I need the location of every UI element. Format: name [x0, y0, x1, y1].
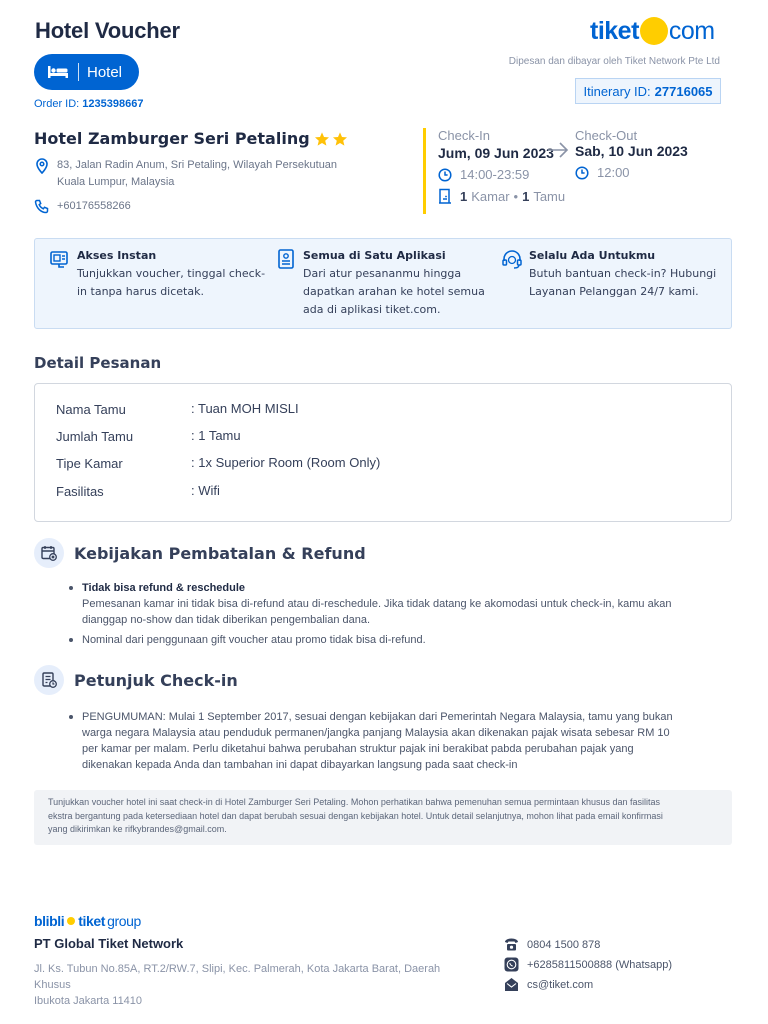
refund-policy-header	[34, 538, 366, 568]
stay-divider	[423, 128, 426, 214]
room-guest-summary	[438, 188, 565, 204]
phone-icon	[34, 199, 50, 215]
rooms-label: Kamar	[471, 188, 510, 204]
hotel-name-text: Hotel Zamburger Seri Petaling	[34, 129, 310, 148]
note-line: Tunjukkan voucher hotel ini saat check-in di Hotel Zamburger Seri Petaling. Mohon perhatikan bahwa pemenuhan semua permintaan khusus dan fasilitas	[48, 797, 661, 807]
detail-label: Jumlah Tamu	[56, 429, 134, 444]
checkin-time-value: 14:00-23:59	[460, 167, 530, 182]
bullet-separator: •	[513, 188, 519, 204]
detail-value: : Wifi	[191, 483, 220, 498]
app-document-icon	[275, 248, 297, 270]
refund-policy-list	[82, 580, 682, 652]
checkin-guide-text: per kamar per malam. Perlu diketahui bahwa perubahan struktur pajak ini berakibat pabda perubahan pajak yang	[82, 743, 634, 755]
contact-whatsapp-text: +6285811500888 (Whatsapp)	[527, 958, 673, 971]
feature-desc-line: Tunjukkan voucher, tinggal check-	[77, 267, 266, 280]
whatsapp-icon	[504, 957, 519, 972]
address-line-2: Kuala Lumpur, Malaysia	[57, 176, 175, 188]
hotel-phone-number: +60176558266	[57, 200, 131, 212]
note-line: ekstra bergantung pada ketersediaan hotel dan dapat berubah sesuai dengan kebijakan hotel. Untuk detail selanjutnya, mohon lihat pada email konfirmasi	[48, 810, 663, 821]
hotel-address	[34, 157, 364, 191]
issuer-text: Dipesan dan dibayar oleh Tiket Network Pte Ltd	[508, 56, 720, 67]
detail-value: : 1x Superior Room (Room Only)	[191, 455, 381, 470]
logo-text-right: com	[668, 16, 715, 45]
detail-label: Tipe Kamar	[56, 456, 123, 471]
hotel-category-pill	[34, 54, 139, 90]
checkout-label: Check-Out	[575, 128, 638, 143]
company-address-line: Ibukota Jakarta 11410	[34, 995, 143, 1007]
star-icon	[314, 131, 330, 147]
detail-value: : 1 Tamu	[191, 428, 241, 443]
checkin-guide-title: Petunjuk Check-in	[74, 670, 238, 690]
contact-phone-text: 0804 1500 878	[527, 938, 601, 951]
checkin-guide-header	[34, 665, 238, 695]
checkin-guide-text: dikenakan kepada Anda dan tambahan ini dapat dibayarkan langsung pada saat check-in	[82, 759, 518, 771]
order-id-label: Order ID:	[34, 98, 80, 110]
hotel-name	[34, 129, 348, 148]
checkin-label: Check-In	[438, 128, 491, 143]
checkin-document-icon	[34, 665, 64, 695]
checkin-date: Jum, 09 Jun 2023	[438, 145, 554, 161]
location-pin-icon	[34, 158, 50, 174]
group-logo-mid: tiket	[78, 913, 106, 929]
feature-instant-access	[49, 247, 265, 301]
logo-text-left: tiket	[590, 16, 639, 45]
page-title: Hotel Voucher	[35, 18, 180, 43]
telephone-icon	[504, 937, 519, 952]
bed-icon	[48, 64, 68, 80]
room-door-icon	[438, 188, 452, 204]
list-item	[82, 632, 682, 648]
checkin-guide-list	[82, 709, 692, 777]
logo-dot	[640, 17, 668, 45]
clock-icon	[575, 166, 589, 180]
feature-desc-line: Butuh bantuan check-in? Hubungi	[529, 267, 717, 280]
voucher-phone-icon	[49, 248, 71, 270]
feature-desc-line: Layanan Pelanggan 24/7 kami.	[529, 285, 699, 298]
list-item	[82, 580, 682, 628]
company-address	[34, 961, 474, 1009]
group-logo-left: blibli	[34, 913, 65, 929]
checkin-guide-text: warga negara Malaysia atau penduduk permanen/jangka panjang Malaysia akan dikenakan pajak wisata sebesar RM 10	[82, 727, 670, 739]
checkin-time	[438, 167, 529, 182]
refund-item-text: dianggap no-show dan tidak diberikan pengembalian dana.	[82, 614, 371, 626]
order-id	[34, 98, 143, 110]
contact-whatsapp	[504, 957, 672, 972]
detail-table	[34, 383, 732, 522]
refund-item-text: Nominal dari penggunaan gift voucher atau promo tidak bisa di-refund.	[82, 634, 426, 646]
checkout-time-value: 12:00	[597, 165, 630, 180]
pill-separator	[78, 63, 79, 81]
checkout-time	[575, 165, 630, 180]
tiket-logo	[590, 14, 725, 48]
feature-title: Selalu Ada Untukmu	[529, 249, 656, 262]
itinerary-id: 27716065	[654, 83, 713, 99]
guests-label: Tamu	[533, 188, 566, 204]
hotel-phone	[34, 198, 131, 215]
company-name: PT Global Tiket Network	[34, 936, 184, 951]
order-id-value: 1235398667	[82, 98, 144, 110]
detail-value: : Tuan MOH MISLI	[191, 401, 299, 416]
feature-support-24-7	[501, 247, 716, 301]
group-logo-right: group	[107, 913, 141, 929]
refund-item-text: Pemesanan kamar ini tidak bisa di-refund atau di-reschedule. Jika tidak datang ke akomodasi untuk check-in, kamu akan	[82, 598, 672, 610]
arrow-right-icon	[546, 140, 570, 160]
feature-desc-line: ada di aplikasi tiket.com.	[303, 303, 441, 316]
blibli-tiket-group-logo	[34, 913, 141, 929]
mail-icon	[504, 977, 519, 992]
address-line-1: 83, Jalan Radin Anum, Sri Petaling, Wilayah Persekutuan	[57, 159, 338, 171]
company-address-line: Jl. Ks. Tubun No.85A, RT.2/RW.7, Slipi, Kec. Palmerah, Kota Jakarta Barat, Daerah Khusus	[34, 963, 441, 991]
feature-title: Semua di Satu Aplikasi	[303, 249, 446, 262]
guests-count: 1	[522, 188, 530, 204]
itinerary-label: Itinerary ID:	[583, 83, 651, 99]
refund-item-title: Tidak bisa refund & reschedule	[82, 582, 246, 594]
calendar-cancel-icon	[34, 538, 64, 568]
headset-24-icon	[501, 248, 523, 270]
feature-desc-line: Dari atur pesananmu hingga	[303, 267, 462, 280]
detail-section-title: Detail Pesanan	[34, 354, 162, 372]
contact-phone	[504, 937, 600, 952]
star-icon	[332, 131, 348, 147]
feature-box	[34, 238, 732, 329]
feature-title: Akses Instan	[77, 249, 157, 262]
clock-icon	[438, 168, 452, 182]
itinerary-badge	[575, 78, 721, 104]
rooms-count: 1	[460, 188, 468, 204]
list-item	[82, 709, 692, 773]
note-line: yang dikirimkan ke rifkybrandes@gmail.com.	[48, 824, 227, 834]
feature-desc-line: in tanpa harus dicetak.	[77, 285, 204, 298]
checkin-guide-text: PENGUMUMAN: Mulai 1 September 2017, sesuai dengan kebijakan dari Pemerintah Negara Malaysia, tamu yang bukan	[82, 711, 673, 723]
detail-label: Nama Tamu	[56, 402, 126, 417]
feature-all-in-one-app	[275, 247, 485, 319]
voucher-note	[34, 790, 732, 845]
checkout-date: Sab, 10 Jun 2023	[575, 143, 688, 159]
detail-label: Fasilitas	[56, 484, 104, 499]
feature-desc-line: dapatkan arahan ke hotel semua	[303, 285, 485, 298]
refund-policy-title: Kebijakan Pembatalan & Refund	[74, 543, 366, 563]
contact-email-text: cs@tiket.com	[527, 978, 594, 991]
contact-email	[504, 977, 593, 992]
group-logo-dot	[67, 917, 75, 925]
pill-label: Hotel	[87, 63, 123, 81]
